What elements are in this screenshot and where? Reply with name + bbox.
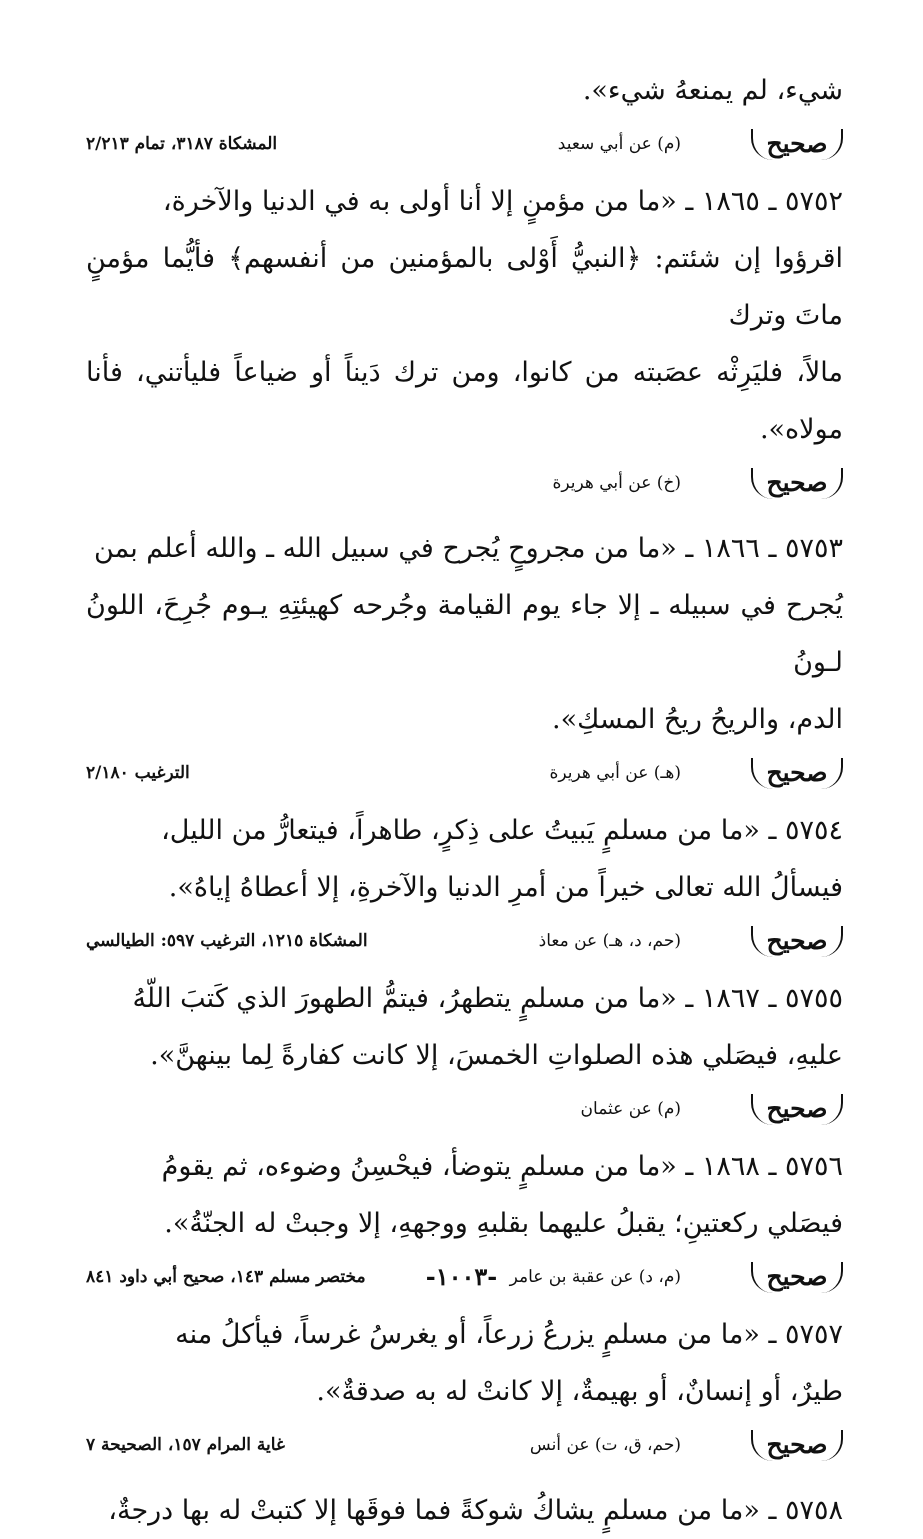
reference-row [86, 750, 843, 796]
grade-label: صحيح [751, 129, 843, 160]
source-label: (حم، د، هـ) عن معاذ [538, 931, 681, 951]
hadith-line: ٥٧٥٢ ـ ١٨٦٥ ـ «ما من مؤمنٍ إلا أنا أولى به في الدنيا والآخرة، [162, 186, 843, 217]
reference-label: المشكاة ١٢١٥، الترغيب ٥٩٧: الطيالسي [86, 931, 368, 951]
grade-label: صحيح [751, 926, 843, 957]
hadith-line: يُجرح في سبيله ـ إلا جاء يوم القيامة وجُرحه كهيئتِهِ يـوم جُرِحَ، اللونُ لـونُ [86, 590, 843, 678]
source-label: (حم، ق، ت) عن أنس [529, 1435, 681, 1455]
grade-label: صحيح [751, 758, 843, 789]
source-label: (هـ) عن أبي هريرة [549, 763, 681, 783]
hadith-line: ٥٧٥٥ ـ ١٨٦٧ ـ «ما من مسلمٍ يتطهرُ، فيتمُّ الطهورَ الذي كَتبَ اللّهُ [132, 983, 843, 1014]
source-label: (خ) عن أبي هريرة [552, 473, 681, 493]
grade-label: صحيح [751, 1430, 843, 1461]
hadith-line: الدم، والريحُ ريحُ المسكِ». [552, 704, 843, 735]
grade-label: صحيح [751, 1262, 843, 1293]
grade-label: صحيح [751, 468, 843, 499]
source-label: (م) عن عثمان [580, 1099, 681, 1119]
reference-row [86, 460, 843, 506]
continuation-line: شيء، لم يمنعهُ شيء». [582, 75, 843, 106]
hadith-line: ٥٧٥٣ ـ ١٨٦٦ ـ «ما من مجروحٍ يُجرح في سبيل الله ـ والله أعلم بمن [94, 533, 843, 564]
source-label: (م، د) عن عقبة بن عامر [509, 1267, 681, 1287]
hadith-line: اقرؤوا إن شئتم: ﴿النبيُّ أَوْلى بالمؤمنين من أنفسهم﴾ فأيُّما مؤمنٍ ماتَ وترك [86, 243, 843, 331]
reference-label: مختصر مسلم ١٤٣، صحيح أبي داود ٨٤١ [86, 1267, 366, 1287]
reference-row [86, 1086, 843, 1132]
grade-label: صحيح [751, 1094, 843, 1125]
hadith-line: طيرٌ، أو إنسانٌ، أو بهيمةٌ، إلا كانتْ له به صدقةٌ». [316, 1376, 843, 1407]
source-label: (م) عن أبي سعيد [557, 134, 681, 154]
page-number: -١٠٠٣- [425, 1262, 498, 1291]
hadith-line: عليهِ، فيصَلي هذه الصلواتِ الخمسَ، إلا كانت كفارةً لِما بينهنَّ». [150, 1040, 843, 1071]
hadith-line: ٥٧٥٨ ـ «ما من مسلمٍ يشاكُ شوكةً فما فوقَها إلا كتبتْ له بها درجةٌ، [108, 1495, 843, 1526]
hadith-line: مالاً، فليَرِثْه عصَبته من كانوا، ومن ترك دَيناً أو ضياعاً فليأتني، فأنا مولاه». [86, 357, 843, 445]
hadith-line: فيصَلي ركعتينِ؛ يقبلُ عليهما بقلبهِ ووجههِ، إلا وجبتْ له الجنّةُ». [164, 1208, 843, 1239]
reference-row [86, 1422, 843, 1468]
reference-row [86, 918, 843, 964]
hadith-line: ٥٧٥٦ ـ ١٨٦٨ ـ «ما من مسلمٍ يتوضأ، فيحْسِنُ وضوءه، ثم يقومُ [161, 1151, 843, 1182]
reference-label: الترغيب ٢/١٨٠ [86, 763, 190, 783]
hadith-line: فيسألُ الله تعالى خيراً من أمرِ الدنيا والآخرةِ، إلا أعطاهُ إياهُ». [168, 872, 843, 903]
reference-label: غاية المرام ١٥٧، الصحيحة ٧ [86, 1435, 285, 1455]
hadith-line: ٥٧٥٤ ـ «ما من مسلمٍ يَبيتُ على ذِكرٍ، طاهراً، فيتعارُّ من الليل، [161, 815, 843, 846]
reference-label: المشكاة ٣١٨٧، تمام ٢/٢١٣ [86, 134, 278, 154]
hadith-line: ٥٧٥٧ ـ «ما من مسلمٍ يزرعُ زرعاً، أو يغرسُ غرساً، فيأكلُ منه [175, 1319, 843, 1350]
reference-row [86, 121, 843, 167]
